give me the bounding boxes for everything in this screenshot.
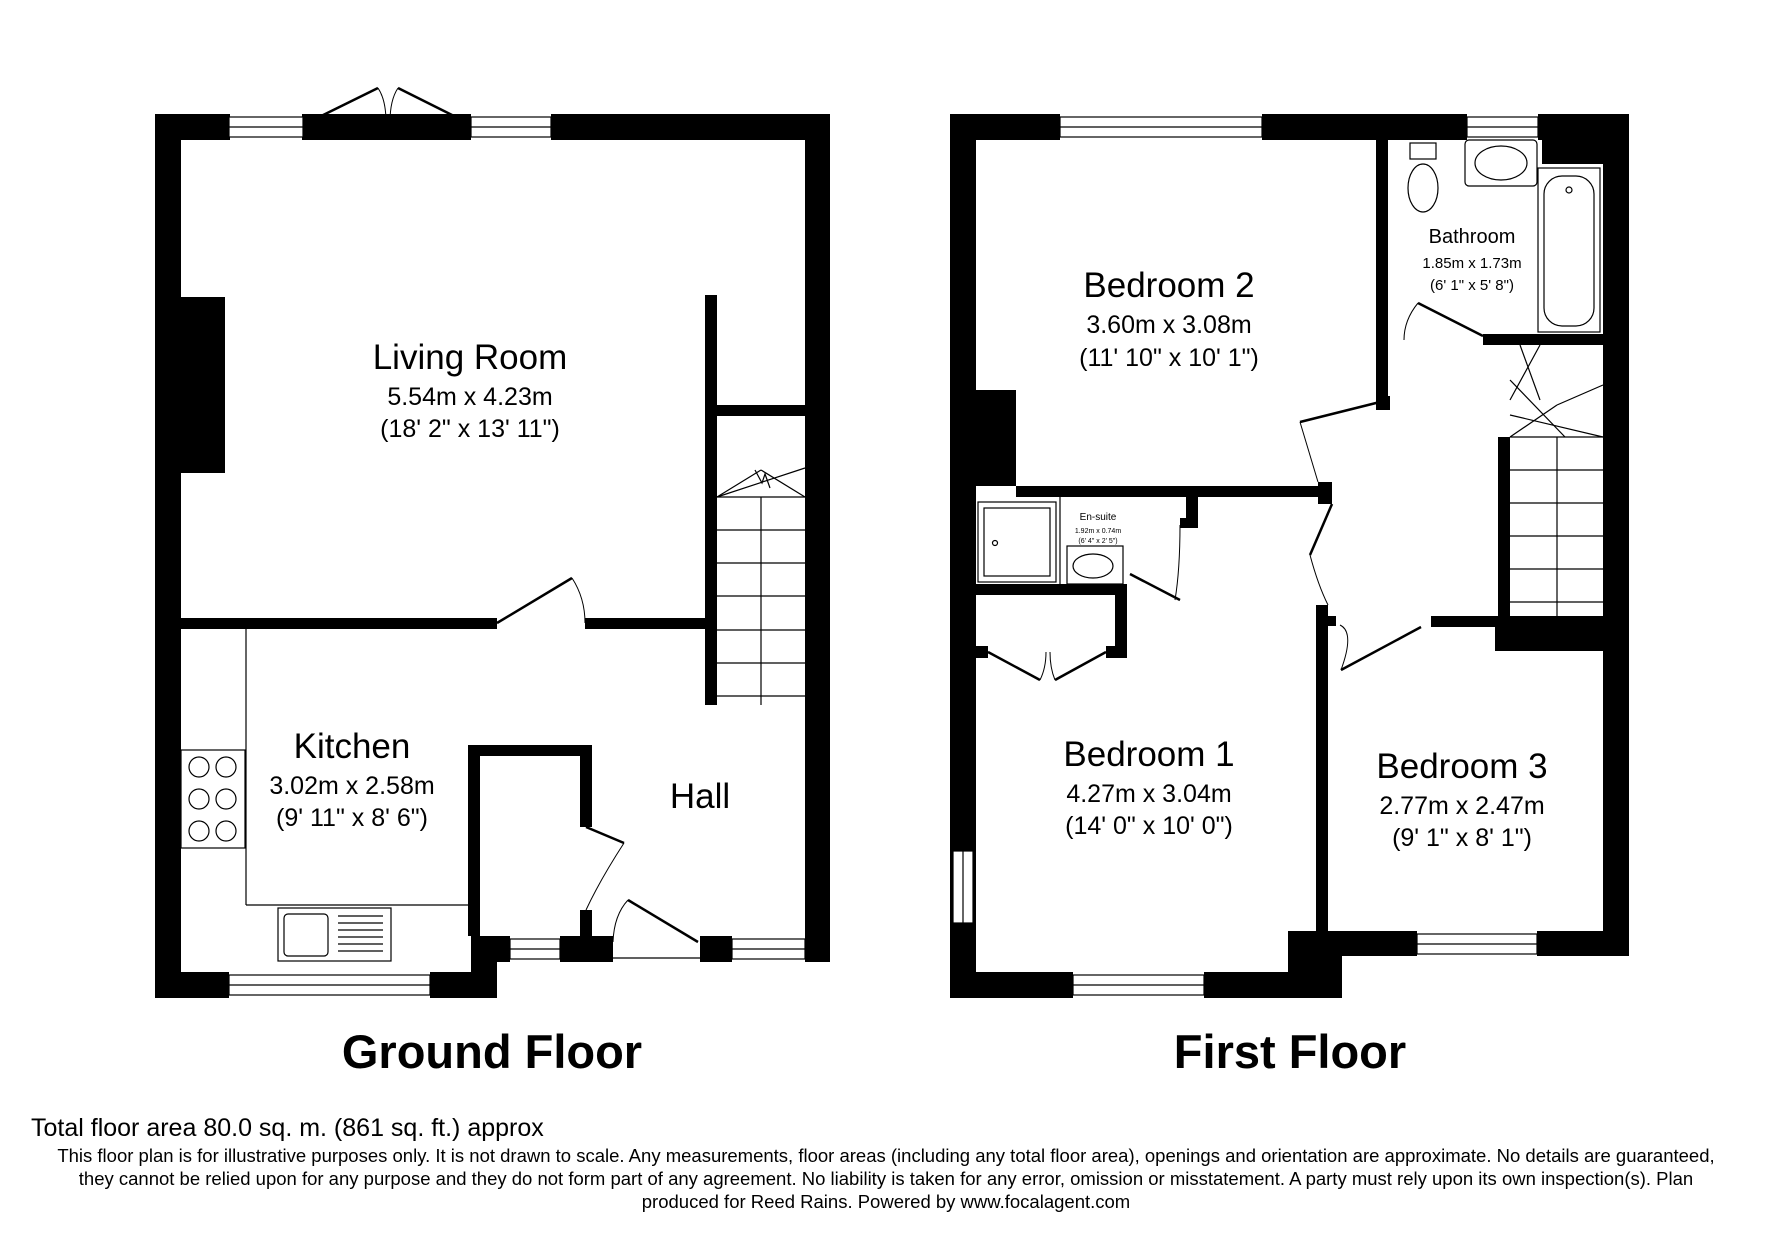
first-staircase	[1510, 345, 1603, 616]
first-cupboard-wall-jamb	[1106, 646, 1127, 658]
bedroom-1-name: Bedroom 1	[1063, 735, 1235, 774]
first-bedroom2-bottom-wall	[1016, 486, 1322, 497]
first-wall-top-mid	[1262, 114, 1467, 140]
ground-staircase	[717, 468, 805, 705]
ground-wall-left	[155, 114, 181, 998]
bathroom-name: Bathroom	[1428, 226, 1516, 248]
ground-wall-bottom-left	[155, 972, 229, 998]
ground-kitchen-units	[246, 629, 468, 905]
first-wall-bottom-right-a	[1288, 931, 1417, 956]
first-bedroom2-door	[1300, 402, 1380, 482]
bedroom-3-name: Bedroom 3	[1376, 747, 1548, 786]
ground-cupboard-wall-left	[468, 745, 480, 936]
ground-wall-top-right	[551, 114, 830, 140]
first-floor-plan	[950, 114, 1629, 1078]
first-bedroom1-door	[1310, 504, 1332, 605]
first-ensuite-door	[1130, 525, 1180, 600]
ground-cupboard-wall-right	[580, 745, 592, 827]
hall-name: Hall	[669, 777, 731, 816]
first-stair-wall-corner	[1495, 616, 1603, 651]
first-bedroom2-door-jamb	[1318, 482, 1332, 504]
kitchen-dimensions: 3.02m x 2.58m	[269, 772, 435, 800]
ground-wall-right	[805, 114, 830, 962]
ground-stair-wall-left	[705, 295, 717, 705]
ensuite-name: En-suite	[1079, 512, 1117, 523]
total-floor-area: Total floor area 80.0 sq. m. (861 sq. ft.) approx	[31, 1114, 544, 1142]
first-wall-bottom-right-b	[1537, 931, 1629, 956]
first-bathroom-door	[1404, 303, 1483, 340]
ground-hob	[181, 750, 245, 848]
ground-partition-living-left	[181, 618, 497, 629]
bedroom-2-imperial: (11' 10" x 10' 1")	[1079, 344, 1259, 372]
ground-cupboard-door	[586, 827, 624, 910]
first-basin-bath	[1465, 140, 1537, 186]
bedroom-2-dimensions: 3.60m x 3.08m	[1086, 311, 1252, 339]
ground-wall-bottom-right-c	[700, 936, 732, 962]
first-cupboard-wall-jamb-l	[976, 646, 988, 658]
first-ensuite-wall-bottom	[976, 584, 1126, 595]
first-shower-tray	[978, 502, 1056, 582]
first-partition-bed1-bed3	[1316, 605, 1328, 936]
bathroom-imperial: (6' 1" x 5' 8")	[1430, 277, 1514, 294]
ground-floor-title: Ground Floor	[341, 1025, 643, 1078]
first-ensuite-wall-right-jamb	[1180, 518, 1198, 528]
bedroom-1-dimensions: 4.27m x 3.04m	[1066, 780, 1232, 808]
first-wall-bottom-left	[950, 972, 1073, 998]
living-room-name: Living Room	[372, 338, 568, 377]
first-partition-bed1-jamb	[1326, 616, 1336, 626]
living-room-dimensions: 5.54m x 4.23m	[387, 383, 553, 411]
ground-floor-plan	[155, 88, 830, 1078]
first-toilet-bath	[1408, 143, 1438, 212]
ground-partition-living-right	[585, 618, 705, 629]
ground-stair-wall-top	[717, 405, 805, 416]
first-bathroom-wall-left	[1376, 140, 1388, 402]
first-bathroom-wall-bottom	[1483, 334, 1603, 345]
first-floor-title: First Floor	[1173, 1025, 1407, 1078]
ground-front-door	[613, 900, 700, 958]
ground-living-door	[497, 578, 585, 623]
ensuite-dimensions: 1.92m x 0.74m	[1074, 528, 1122, 535]
first-bedroom3-door	[1340, 625, 1421, 670]
first-cupboard-doors	[988, 652, 1106, 680]
first-chimney-breast	[976, 390, 1016, 486]
ensuite-imperial: (6' 4" x 2' 5")	[1078, 538, 1118, 545]
bedroom-2-name: Bedroom 2	[1083, 266, 1255, 305]
kitchen-name: Kitchen	[293, 727, 411, 766]
ground-cupboard-wall-top	[468, 745, 592, 756]
living-room-imperial: (18' 2" x 13' 11")	[380, 415, 560, 443]
ground-wall-top-middle	[302, 114, 471, 140]
ground-cupboard-wall-stub	[580, 910, 592, 936]
bedroom-3-imperial: (9' 1" x 8' 1")	[1392, 824, 1532, 852]
first-bath	[1538, 168, 1600, 332]
first-wall-right	[1603, 114, 1629, 956]
bedroom-1-imperial: (14' 0" x 10' 0")	[1065, 812, 1233, 840]
first-ensuite-basin	[1067, 546, 1123, 584]
ground-wall-bottom-right-b	[560, 936, 613, 962]
ground-sink	[278, 908, 391, 961]
kitchen-imperial: (9' 11" x 8' 6")	[276, 804, 428, 832]
ground-wall-bottom-right-a	[471, 936, 510, 962]
bedroom-3-dimensions: 2.77m x 2.47m	[1379, 792, 1545, 820]
bathroom-dimensions: 1.85m x 1.73m	[1422, 255, 1522, 272]
first-stair-wall-left	[1498, 437, 1510, 620]
disclaimer-text: This floor plan is for illustrative purposes only. It is not drawn to scale. Any measurements, floor areas (including any total floor area), openings and orientation are approximate. No details are guaranteed, they cannot be relied upon for any purpose and they do not form part of any agreement. No liability is taken for any error, omission or misstatement. A party must rely upon its own inspection(s). Plan produced for Reed Rains. Powered by www.focalagent.com	[57, 1145, 1715, 1212]
ground-chimney-breast	[181, 297, 225, 473]
